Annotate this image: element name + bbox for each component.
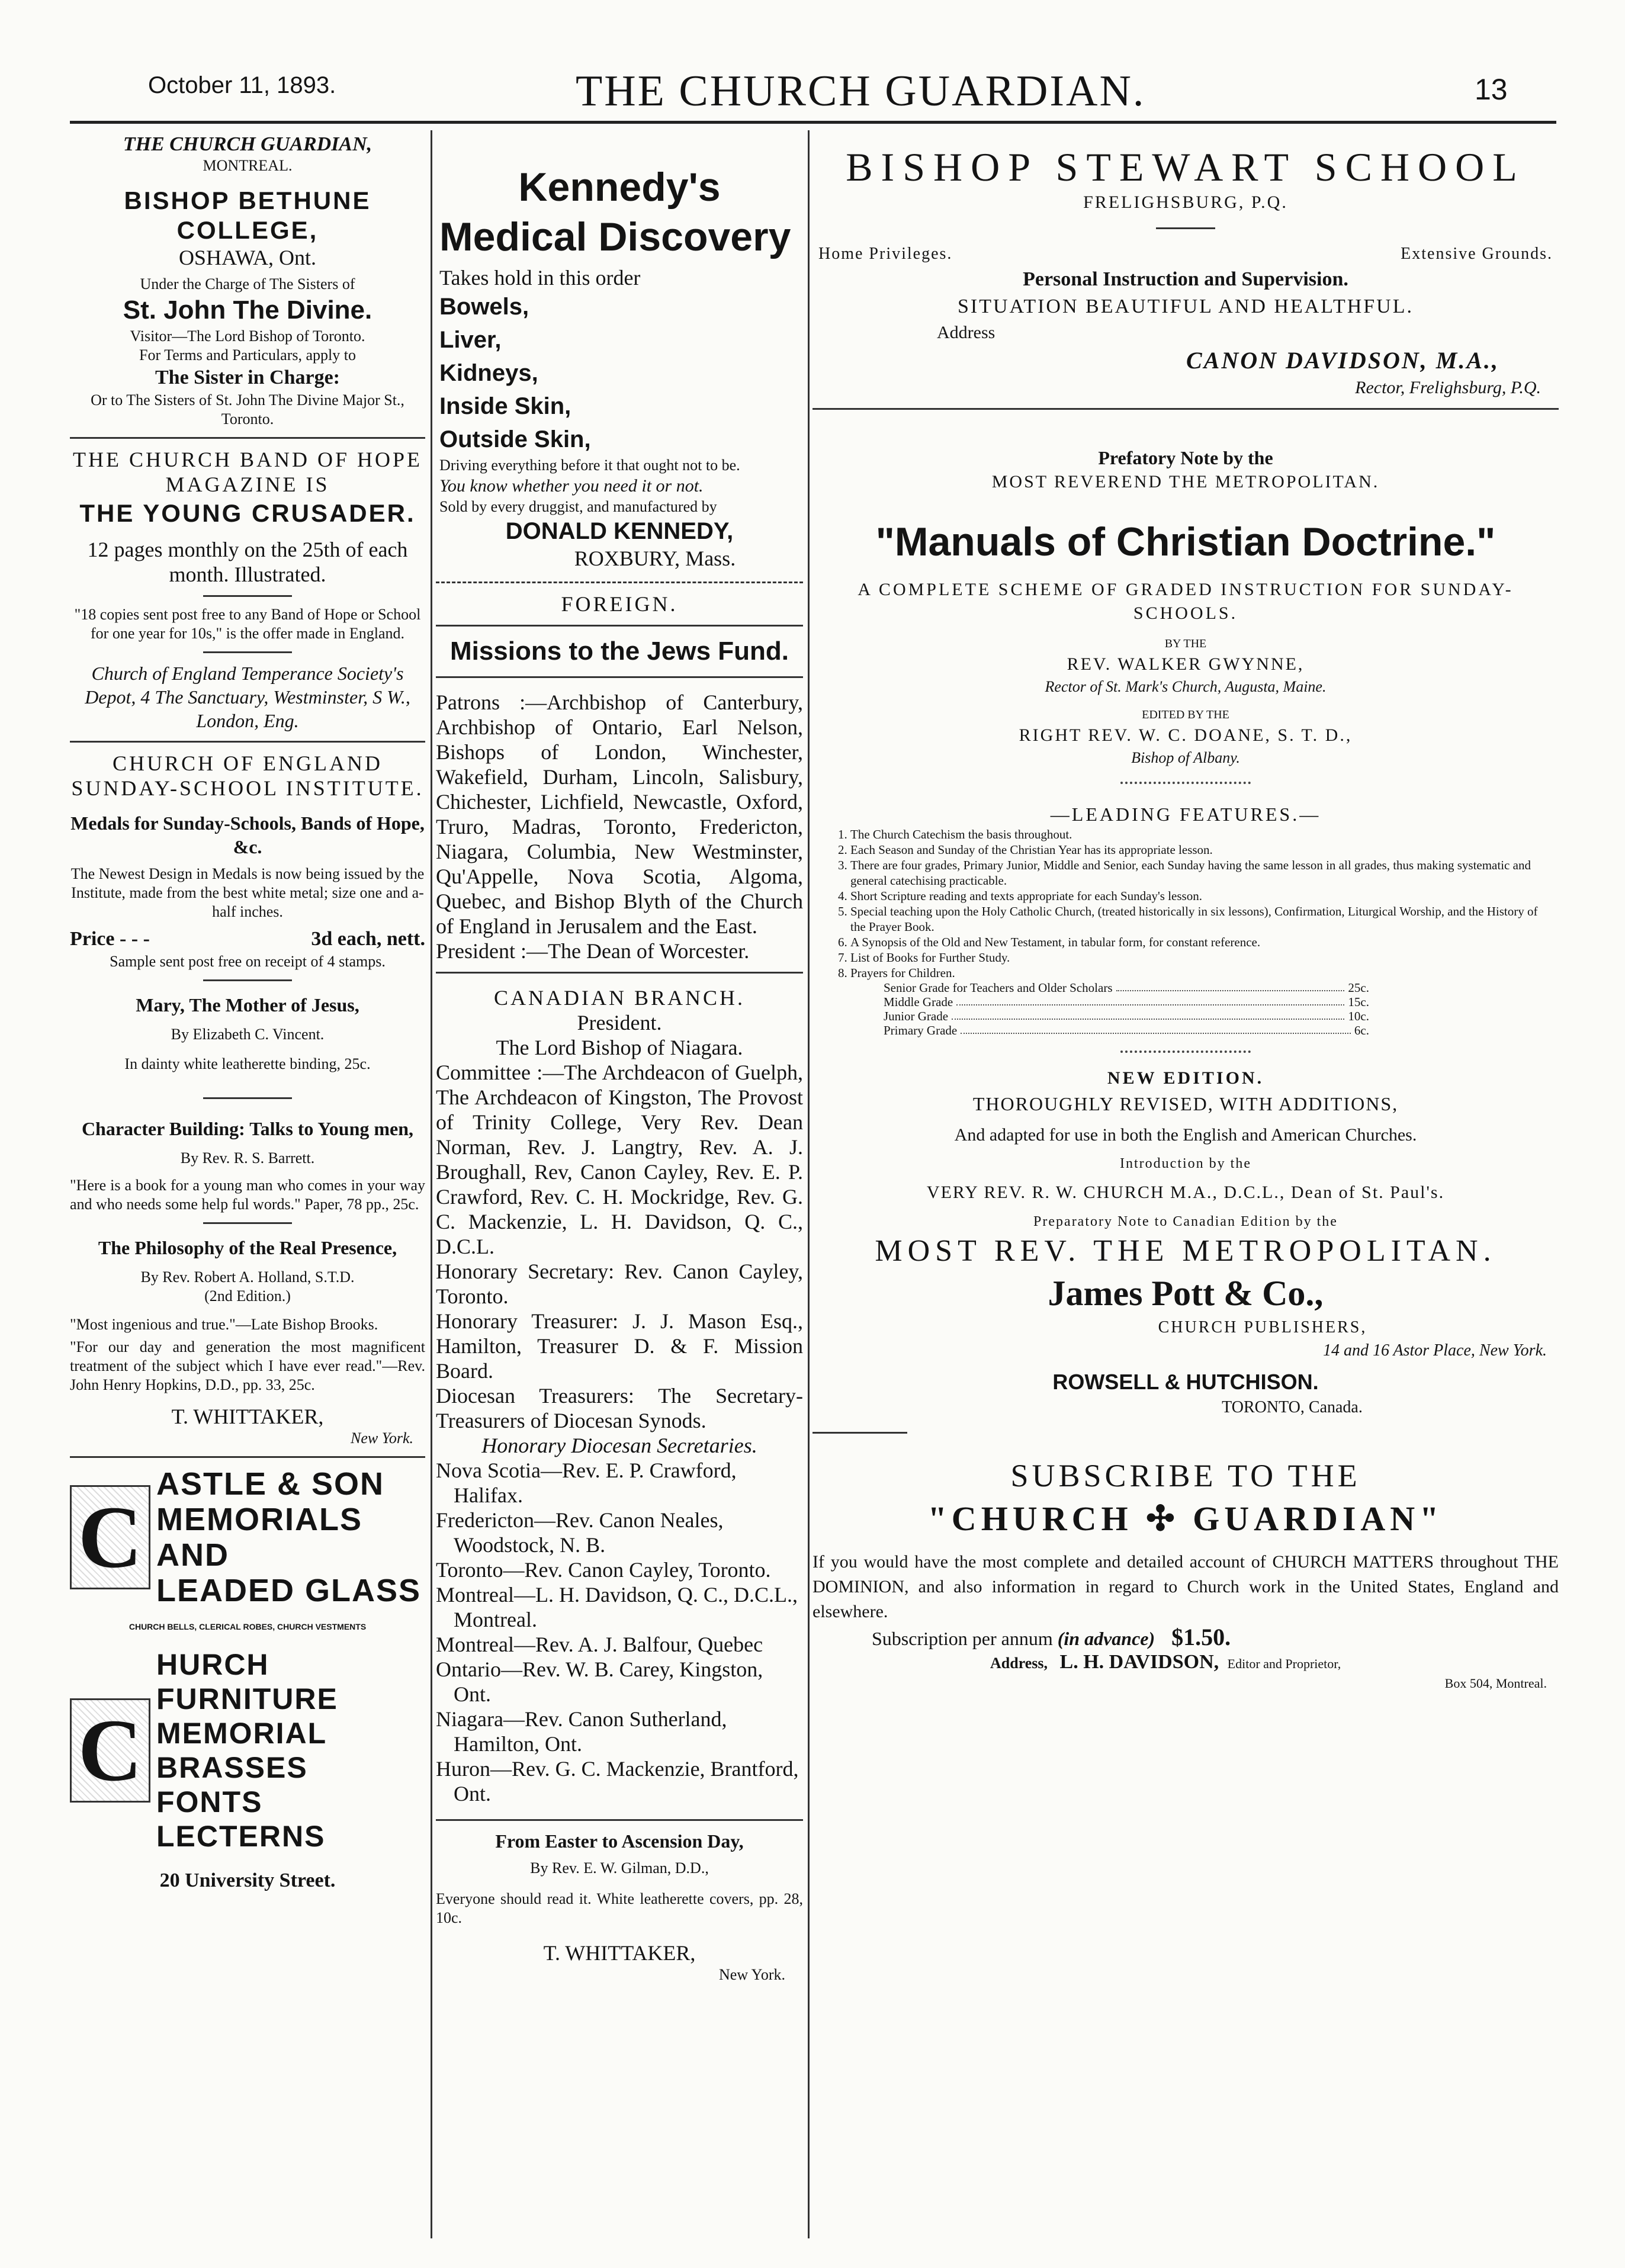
most-rev: MOST REV. THE METROPOLITAN.	[875, 1234, 1496, 1268]
furniture-lines	[156, 1647, 425, 1853]
stewart-name: CANON DAVIDSON, M.A.,	[1186, 347, 1499, 374]
sub-in-advance: (in advance)	[1057, 1628, 1155, 1649]
castle-ad	[70, 1466, 425, 1894]
manuals-author-title: Rector of St. Mark's Church, Augusta, Maine.	[1045, 678, 1327, 695]
column-rule-2	[808, 130, 810, 2238]
furniture-line-3: FONTS LECTERNS	[156, 1785, 326, 1853]
furniture-line-2: MEMORIAL BRASSES	[156, 1717, 327, 1784]
price-grade: Junior Grade	[884, 1009, 949, 1023]
bethune-title: BISHOP BETHUNE COLLEGE,	[124, 187, 371, 244]
divider	[436, 625, 803, 627]
subscribe-ad	[812, 1455, 1559, 1692]
canadian-hon-treas: Honorary Treasurer: J. J. Mason Esq., Hamilton, Treasurer D. & F. Mission Board.	[436, 1309, 803, 1383]
price-row	[884, 995, 1369, 1009]
column-rule-1	[431, 130, 432, 2238]
kennedy-item: Outside Skin,	[439, 426, 591, 452]
subscribe-line2: "CHURCH ✣ GUARDIAN"	[927, 1499, 1444, 1538]
kennedy-item: Kidneys,	[439, 360, 538, 386]
features-list	[827, 827, 1544, 981]
manuals-ad	[812, 445, 1559, 1419]
publisher-desc: CHURCH PUBLISHERS,	[1158, 1318, 1367, 1337]
divider	[203, 1097, 292, 1099]
canadian-committee: Committee :—The Archdeacon of Guelph, The Archdeacon of Kingston, The Provost of Trinity College, Very Rev. Dean Norman, Rev. J. Langtry, Rev. A. J. Broughall, Rev, Canon Cayley, Rev. E. P. Crawford, Rev. C. H. Mockridge, Rev. G. C. Mackenzie, L. H. Davidson, Q. C., D.C.L.	[436, 1061, 803, 1258]
divider	[70, 437, 425, 439]
easter-city: New York.	[719, 1966, 785, 1983]
publisher-city: New York.	[351, 1429, 413, 1447]
canadian-hon-sec: Honorary Secretary: Rev. Canon Cayley, Toronto.	[436, 1260, 803, 1308]
hope-note: "18 copies sent post free to any Band of Hope or School for one year for 10s," is the offer made in England.	[74, 606, 421, 642]
bethune-terms: For Terms and Particulars, apply to	[139, 346, 356, 364]
institute-desc: The Newest Design in Medals is now being issued by the Institute, made from the best white metal; size one and a-half inches.	[70, 865, 425, 920]
manuals-edited: EDITED BY THE	[1142, 708, 1229, 721]
subscribe-body: If you would have the most complete and detailed account of CHURCH MATTERS throughout THE DOMINION, and also information in regard to Church work in the United States, England and elsewhere.	[812, 1552, 1559, 1621]
adapted: And adapted for use in both the English and American Churches.	[954, 1125, 1417, 1145]
stewart-address-label: Address	[937, 323, 995, 342]
divider	[812, 408, 1559, 410]
kennedy-takes: Takes hold in this order	[439, 266, 641, 290]
kennedy-item: Bowels,	[439, 294, 529, 320]
canadian-branch	[436, 985, 803, 1806]
kennedy-title-2: Medical Discovery	[439, 214, 791, 259]
diocesan-secretary: Montreal—Rev. A. J. Balfour, Quebec	[436, 1633, 763, 1656]
furniture-address: 20 University Street.	[159, 1869, 336, 1891]
features-title: —LEADING FEATURES.—	[1050, 804, 1321, 825]
divider	[812, 1432, 907, 1434]
manuals-title: "Manuals of Christian Doctrine."	[875, 519, 1496, 564]
diocesan-secretary: Nova Scotia—Rev. E. P. Crawford, Halifax.	[436, 1459, 737, 1507]
divider	[436, 676, 803, 678]
stewart-ad	[812, 143, 1559, 400]
leader-dots	[956, 995, 1344, 1005]
book-philosophy	[70, 1236, 425, 1448]
book-author: By Elizabeth C. Vincent.	[171, 1026, 325, 1043]
castle-block	[70, 1466, 425, 1608]
newspaper-title: THE CHURCH GUARDIAN.	[576, 67, 1146, 115]
kennedy-title-1: Kennedy's	[518, 165, 721, 210]
castle-small: CHURCH BELLS, CLERICAL ROBES, CHURCH VESTMENTS	[129, 1622, 367, 1631]
diocesan-secretary: Toronto—Rev. Canon Cayley, Toronto.	[436, 1558, 771, 1582]
column-1	[70, 133, 425, 1894]
kennedy-ad	[436, 162, 803, 571]
header-rule	[70, 121, 1556, 124]
book-binding: In dainty white leatherette binding, 25c.	[124, 1055, 371, 1072]
kennedy-item: Inside Skin,	[439, 393, 571, 419]
stewart-title: BISHOP STEWART SCHOOL	[846, 144, 1526, 189]
price-grade: Primary Grade	[884, 1023, 958, 1037]
divider	[203, 979, 292, 981]
book-quote-2: "For our day and generation the most magnificent treatment of the subject which I have ever read."—Rev. John Henry Hopkins, D.D., pp. 33, 25c.	[70, 1338, 425, 1393]
bethune-or: Or to The Sisters of St. John The Divine Major St., Toronto.	[91, 391, 404, 428]
prices-list	[884, 981, 1369, 1037]
missions-patrons: Patrons :—Archbishop of Canterbury, Archbishop of Ontario, Earl Nelson, Bishops of London, Winchester, Wakefield, Durham, Lincoln, Salisbury, Chichester, Lichfield, Newcastle, Oxford, Truro, Madras, Toronto, Fredericton, Niagara, Columbia, New Westminster, Qu'Appelle, Nova Scotia, Algoma, Quebec, and Bishop Blyth of the Church of England in Jerusalem and the East.	[436, 690, 803, 938]
price-value: 15c.	[1348, 995, 1369, 1009]
page-header	[0, 0, 1625, 118]
book-author: By Rev. Robert A. Holland, S.T.D.	[140, 1268, 355, 1286]
missions-ad	[436, 635, 803, 963]
institute-price	[70, 926, 425, 952]
manuals-prefatory: Prefatory Note by the	[1098, 447, 1273, 468]
diocesan-secretaries	[436, 1458, 803, 1806]
feature-item: 5. Special teaching upon the Holy Catholic Church, (treated historically in six lessons), Confirmation, Liturgical Worship, and the History of the Prayer Book.	[850, 904, 1544, 934]
canadian-hon-dio: Honorary Diocesan Secretaries.	[481, 1434, 757, 1457]
diocesan-secretary: Niagara—Rev. Canon Sutherland, Hamilton, Ont.	[436, 1707, 727, 1756]
missions-president: President :—The Dean of Worcester.	[436, 939, 750, 963]
book-author: By Rev. R. S. Barrett.	[180, 1149, 315, 1167]
hope-title: THE YOUNG CRUSADER.	[79, 499, 416, 527]
publisher: James Pott & Co.,	[1048, 1274, 1324, 1313]
canadian-president: The Lord Bishop of Niagara.	[496, 1036, 743, 1059]
publisher-address: 14 and 16 Astor Place, New York.	[1322, 1341, 1547, 1360]
castle-lines	[156, 1466, 425, 1608]
issue-date: October 11, 1893.	[148, 72, 336, 98]
bethune-place: OSHAWA, Ont.	[178, 246, 317, 269]
divider	[436, 1819, 803, 1821]
book-character	[70, 1117, 425, 1214]
stewart-rector: Rector, Frelighsburg, P.Q.	[1355, 378, 1541, 397]
book-quote: "Here is a book for a young man who comes in your way and who needs some help ful words." Paper, 78 pp., 25c.	[70, 1177, 425, 1213]
kennedy-city: ROXBURY, Mass.	[574, 547, 736, 570]
feature-item: 6. A Synopsis of the Old and New Testament, in tabular form, for constant reference.	[850, 934, 1544, 950]
institute-ad	[70, 751, 425, 971]
stewart-situation: SITUATION BEAUTIFUL AND HEALTHFUL.	[957, 295, 1414, 317]
masthead-city: MONTREAL.	[203, 157, 293, 174]
price-value: 3d each, nett.	[311, 928, 425, 950]
divider	[1120, 782, 1251, 784]
price-label: Price - - -	[70, 928, 150, 950]
temperance-depot: Church of England Temperance Society's Depot, 4 The Sanctuary, Westminster, S W., London, Eng.	[85, 663, 410, 731]
column-3	[812, 133, 1559, 1692]
divider	[203, 595, 292, 597]
sub-price: $1.50.	[1171, 1624, 1231, 1650]
divider	[70, 741, 425, 743]
foreign-heading: FOREIGN.	[561, 592, 678, 616]
diocesan-secretary: Huron—Rev. G. C. Mackenzie, Brantford, Ont.	[436, 1757, 799, 1806]
easter-ad	[436, 1829, 803, 1984]
manuals-editor: RIGHT REV. W. C. DOANE, S. T. D.,	[1019, 725, 1353, 745]
proprietor-title: Editor and Proprietor,	[1227, 1656, 1341, 1671]
canadian-title: CANADIAN BRANCH.	[493, 986, 746, 1010]
book-edition: (2nd Edition.)	[204, 1287, 291, 1305]
feature-item: 7. List of Books for Further Study.	[850, 950, 1544, 965]
canadian-president-label: President.	[577, 1011, 662, 1035]
price-value: 25c.	[1348, 981, 1369, 995]
divider	[436, 972, 803, 974]
hope-line2: MAGAZINE IS	[165, 473, 330, 496]
price-value: 6c.	[1354, 1023, 1369, 1037]
easter-title: From Easter to Ascension Day,	[495, 1830, 744, 1852]
very-rev: VERY REV. R. W. CHURCH M.A., D.C.L., Dean of St. Paul's.	[926, 1183, 1445, 1202]
kennedy-sold: Sold by every druggist, and manufactured by	[439, 498, 717, 515]
easter-author: By Rev. E. W. Gilman, D.D.,	[530, 1859, 709, 1877]
manuals-metropolitan: MOST REVEREND THE METROPOLITAN.	[991, 472, 1380, 491]
manuals-editor-title: Bishop of Albany.	[1131, 749, 1240, 766]
diocesan-secretary: Fredericton—Rev. Canon Neales, Woodstock, N. B.	[436, 1508, 724, 1557]
kennedy-item: Liver,	[439, 327, 502, 353]
price-value: 10c.	[1348, 1009, 1369, 1023]
book-title: Mary, The Mother of Jesus,	[136, 994, 359, 1016]
leader-dots	[952, 1009, 1344, 1020]
leader-dots	[1116, 981, 1345, 991]
price-grade: Senior Grade for Teachers and Older Scholars	[884, 981, 1113, 995]
kennedy-items	[439, 290, 799, 456]
stewart-grounds: Extensive Grounds.	[1401, 245, 1553, 263]
preparatory: Preparatory Note to Canadian Edition by the	[1033, 1214, 1338, 1229]
kennedy-maker: DONALD KENNEDY,	[505, 518, 734, 544]
institute-medals: Medals for Sunday-Schools, Bands of Hope, &c.	[70, 812, 425, 857]
stewart-personal: Personal Instruction and Supervision.	[1023, 268, 1348, 290]
sub-label: Subscription per annum	[872, 1628, 1053, 1649]
proprietor-box: Box 504, Montreal.	[1444, 1676, 1547, 1691]
manuals-by: BY THE	[1164, 637, 1207, 650]
bethune-contact: The Sister in Charge:	[155, 367, 340, 388]
furniture-line-1: HURCH FURNITURE	[156, 1648, 338, 1716]
furniture-block	[70, 1647, 425, 1853]
missions-title: Missions to the Jews Fund.	[449, 637, 789, 666]
bethune-visitor: Visitor—The Lord Bishop of Toronto.	[130, 327, 365, 345]
divider	[1156, 227, 1215, 229]
hope-line1: THE CHURCH BAND OF HOPE	[72, 448, 423, 471]
book-quote-1: "Most ingenious and true."—Late Bishop Brooks.	[70, 1316, 378, 1333]
book-mary	[70, 993, 425, 1074]
diocesan-secretary: Montreal—L. H. Davidson, Q. C., D.C.L., Montreal.	[436, 1583, 798, 1631]
divider	[203, 651, 292, 653]
stewart-features	[812, 242, 1559, 266]
feature-item: 3. There are four grades, Primary Junior, Middle and Senior, each Sunday having the same lesson in all grades, thus making systematic and general catechising practicable.	[850, 857, 1544, 888]
price-row	[884, 981, 1369, 995]
divider	[436, 582, 803, 583]
manuals-author: REV. WALKER GWYNNE,	[1067, 654, 1305, 674]
leader-dots	[961, 1023, 1351, 1034]
address-line	[812, 1652, 1559, 1675]
institute-sample: Sample sent post free on receipt of 4 stamps.	[110, 953, 386, 970]
column-2	[436, 133, 803, 1984]
kennedy-know: You know whether you need it or not.	[439, 476, 704, 496]
address-label: Address,	[990, 1655, 1048, 1672]
feature-item: 1. The Church Catechism the basis throughout.	[850, 827, 1544, 842]
page-number: 13	[1475, 73, 1508, 106]
castle-line-1: ASTLE & SON	[156, 1466, 385, 1502]
manuals-scheme: A COMPLETE SCHEME OF GRADED INSTRUCTION FOR SUNDAY-SCHOOLS.	[858, 580, 1514, 623]
subscription-line	[812, 1624, 1559, 1652]
easter-publisher: T. WHITTAKER,	[543, 1941, 696, 1965]
book-title: Character Building: Talks to Young men,	[81, 1118, 414, 1139]
divider	[203, 1222, 292, 1224]
young-crusader-ad	[70, 447, 425, 733]
feature-item: 2. Each Season and Sunday of the Christian Year has its appropriate lesson.	[850, 842, 1544, 857]
masthead: THE CHURCH GUARDIAN,	[123, 133, 372, 155]
bethune-ad	[70, 186, 425, 429]
revised: THOROUGHLY REVISED, WITH ADDITIONS,	[972, 1093, 1399, 1114]
stewart-home: Home Privileges.	[818, 245, 953, 263]
kennedy-driving: Driving everything before it that ought not to be.	[439, 457, 740, 474]
introduction: Introduction by the	[1120, 1156, 1251, 1171]
castle-line-3: LEADED GLASS	[156, 1573, 422, 1608]
new-edition: NEW EDITION.	[1107, 1068, 1264, 1088]
castle-line-2: MEMORIALS AND	[156, 1502, 362, 1573]
stewart-place: FRELIGHSBURG, P.Q.	[1083, 192, 1288, 212]
price-grade: Middle Grade	[884, 995, 953, 1009]
feature-item: 8. Prayers for Children.	[850, 965, 1544, 981]
easter-desc: Everyone should read it. White leatherette covers, pp. 28, 10c.	[436, 1890, 803, 1926]
price-row	[884, 1009, 1369, 1023]
ornamental-initial: C	[70, 1485, 150, 1589]
feature-item: 4. Short Scripture reading and texts appropriate for each Sunday's lesson.	[850, 888, 1544, 904]
divider	[70, 1456, 425, 1458]
publisher-name: T. WHITTAKER,	[171, 1405, 324, 1428]
rowsell: ROWSELL & HUTCHISON.	[1052, 1370, 1319, 1394]
canadian-diocesan: Diocesan Treasurers: The Secretary-Treasurers of Diocesan Synods.	[436, 1384, 803, 1432]
book-title: The Philosophy of the Real Presence,	[98, 1237, 397, 1258]
divider	[1120, 1051, 1251, 1053]
hope-desc: 12 pages monthly on the 25th of each month. Illustrated.	[87, 538, 408, 586]
proprietor-name: L. H. DAVIDSON,	[1059, 1651, 1219, 1673]
institute-title: CHURCH OF ENGLAND SUNDAY-SCHOOL INSTITUTE.	[71, 751, 424, 800]
ornamental-initial: C	[70, 1698, 150, 1803]
subscribe-line1: SUBSCRIBE TO THE	[1010, 1458, 1361, 1493]
toronto: TORONTO, Canada.	[1222, 1398, 1363, 1416]
price-row	[884, 1023, 1369, 1037]
bethune-order: St. John The Divine.	[123, 295, 372, 325]
diocesan-secretary: Ontario—Rev. W. B. Carey, Kingston, Ont.	[436, 1657, 763, 1706]
bethune-under: Under the Charge of The Sisters of	[140, 275, 355, 293]
